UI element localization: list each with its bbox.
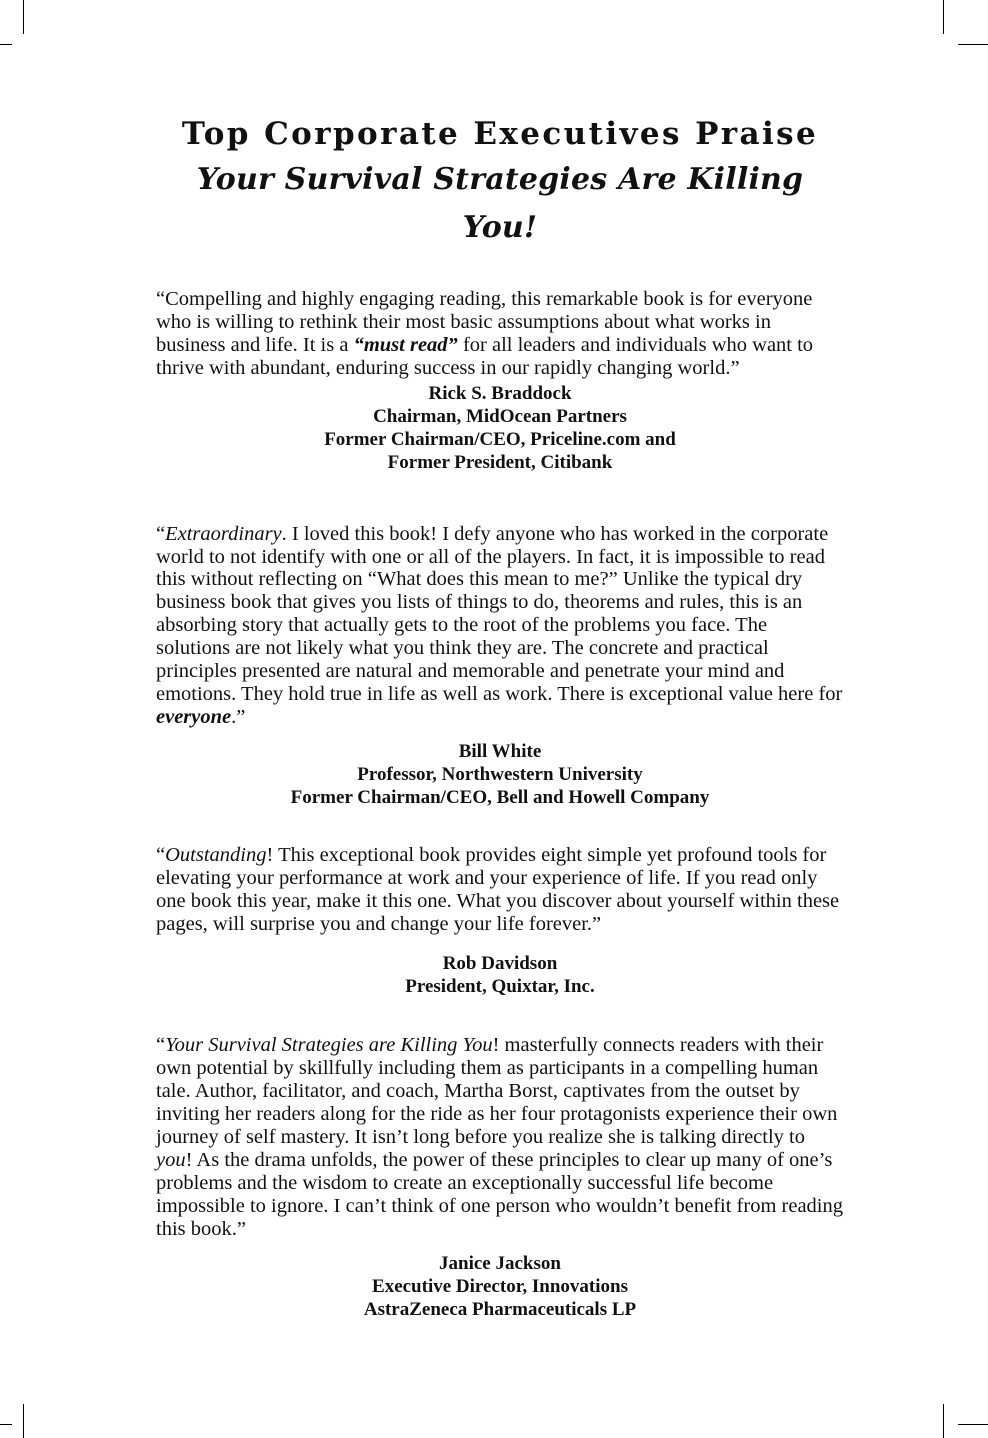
quote-emphasis: Outstanding <box>165 843 267 866</box>
quote-emphasis: “must read” <box>353 333 458 356</box>
quote-emphasis: you <box>156 1148 186 1171</box>
author-title: Former Chairman/CEO, Bell and Howell Company <box>290 786 710 808</box>
crop-mark-bottom-right-h <box>958 1424 988 1425</box>
quote-text: ! This exceptional book provides eight simple yet profound tools for elevating your performance at work and your experience of life. If you read only one book this year, make it this one. What you discover about yourself within these pages, will surprise you and change your life forever.” <box>156 843 840 935</box>
author-name: Rob Davidson <box>442 953 558 975</box>
quote-text: “ <box>156 1034 166 1057</box>
testimonial-quote <box>156 523 844 729</box>
testimonial-attribution <box>156 1252 844 1321</box>
crop-mark-top-left <box>23 0 24 34</box>
author-name: Bill White <box>458 740 542 762</box>
quote-text: “Compelling and highly engaging reading, this remarkable book is for everyone who is willing to rethink their most basic assumptions about what works in business and life. It is a <box>156 288 813 356</box>
author-title: Former Chairman/CEO, Priceline.com and <box>324 428 676 450</box>
author-title: President, Quixtar, Inc. <box>405 976 595 998</box>
praise-page <box>156 112 844 1321</box>
quote-emphasis: Your Survival Strategies are Killing You <box>165 1034 493 1057</box>
testimonial-attribution <box>156 382 844 474</box>
quote-text: . I loved this book! I defy anyone who has worked in the corporate world to not identify with one or all of the players. In fact, it is impossible to read this without reflecting on “What does this mean to me?” Unlike the typical dry business book that gives you lists of things to do, theorems and rules, this is an absorbing story that actually gets to the root of the problems you face. The solutions are not likely what you think they are. The concrete and practical principles presented are natural and memorable and penetrate your mind and emotions. They hold true in life as well as work. There is exceptional value here for <box>156 522 843 705</box>
author-title: Chairman, MidOcean Partners <box>373 405 627 427</box>
testimonial-quote <box>156 844 844 936</box>
book-title: Your Survival Strategies Are Killing You! <box>196 162 804 245</box>
page-title: Top Corporate Executives Praise <box>181 116 819 152</box>
quote-text: “ <box>156 843 166 866</box>
quote-text: “ <box>156 522 166 545</box>
crop-mark-bottom-left-h <box>0 1424 12 1425</box>
author-title: Professor, Northwestern University <box>357 763 643 785</box>
quote-emphasis: everyone <box>156 705 232 728</box>
author-name: Rick S. Braddock <box>428 382 572 404</box>
quote-text: ! masterfully connects readers with their own potential by skillfully including them as participants in a compelling human tale. Author, facilitator, and coach, Martha Borst, captivates from the outset by inviting her readers along for the ride as her four protagonists experience their own journey of self mastery. It isn’t long before you realize she is talking directly to <box>156 1034 838 1149</box>
quote-text: ! As the drama unfolds, the power of these principles to clear up many of one’s problems and the wisdom to create an exceptionally successful life become impossible to ignore. I can’t think of one person who wouldn’t benefit from reading this book.” <box>156 1148 843 1240</box>
testimonial-quote <box>156 288 844 380</box>
crop-mark-top-right-h <box>958 44 988 45</box>
quote-text: .” <box>231 705 246 728</box>
quote-emphasis: Extraordinary <box>165 522 282 545</box>
testimonial-quote <box>156 1034 844 1240</box>
crop-mark-top-right <box>943 0 944 34</box>
author-title: Former President, Citibank <box>387 451 613 473</box>
quote-text: for all leaders and individuals who want to thrive with abundant, enduring success in our rapidly changing world.” <box>156 333 814 379</box>
testimonial-attribution <box>156 740 844 809</box>
author-title: Executive Director, Innovations <box>372 1275 628 1297</box>
crop-mark-bottom-left <box>23 1404 24 1438</box>
crop-mark-bottom-right <box>943 1404 944 1438</box>
crop-mark-top-left-h <box>0 44 12 45</box>
author-name: Janice Jackson <box>439 1252 561 1274</box>
testimonial-attribution <box>156 952 844 998</box>
author-title: AstraZeneca Pharmaceuticals LP <box>363 1298 637 1320</box>
